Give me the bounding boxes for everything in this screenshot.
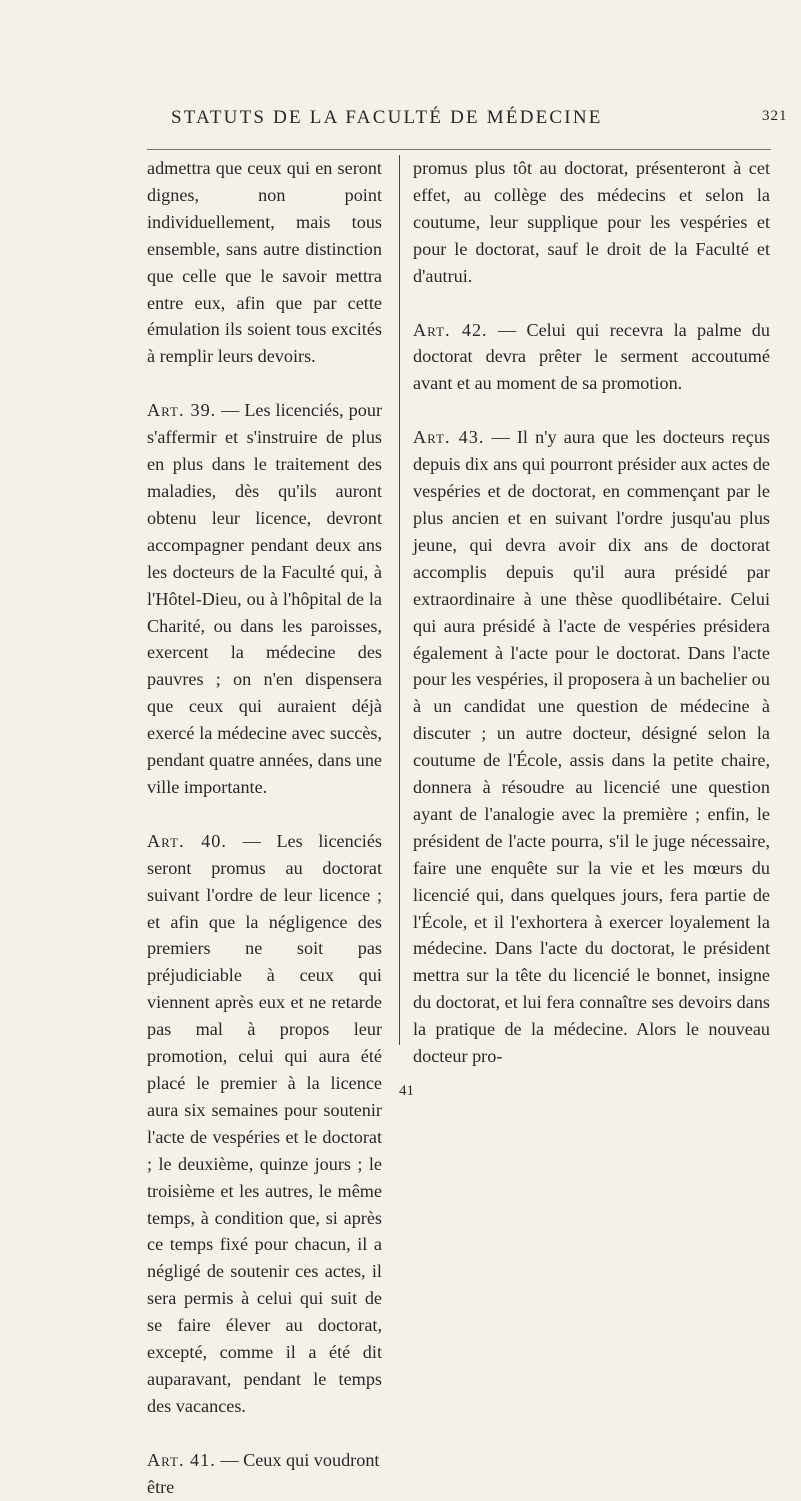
left-column: [147, 155, 382, 1501]
column-divider: [399, 155, 400, 1045]
article-41: [147, 1447, 382, 1501]
article-text: — Celui qui recevra la palme du doctorat devra prêter le serment accoutumé avant et au moment de sa promotion.: [413, 319, 770, 394]
article-label: Art. 43.: [413, 427, 485, 448]
article-label: Art. 39.: [147, 400, 217, 421]
page-number: 321: [762, 108, 788, 124]
article-40: [147, 828, 382, 1420]
article-label: Art. 40.: [147, 830, 227, 851]
article-39: [147, 397, 382, 801]
header-rule: [147, 149, 771, 150]
article-label: Art. 42.: [413, 319, 488, 340]
signature-mark: 41: [399, 1083, 414, 1099]
article-42: [413, 317, 770, 398]
article-label: Art. 41.: [147, 1449, 216, 1470]
header-title: STATUTS DE LA FACULTÉ DE MÉDECINE: [171, 107, 603, 128]
article-43: [413, 424, 770, 1070]
running-header: [0, 107, 801, 137]
article-text: — Les licenciés seront promus au doctorat suivant l'ordre de leur licence ; et afin que la négligence des premiers ne soit pas préjudiciable à ceux qui viennent après eux et ne retarde pas mal à propos leur promotion, celui qui aura été placé le premier à la licence aura six semaines pour soutenir l'acte de vespéries et le doctorat ; le deuxième, quinze jours ; le troisième et les autres, le même temps, à condition que, si après ce temps fixé pour chacun, il a négligé de soutenir ces actes, il sera permis à celui qui suit de se faire élever au doctorat, excepté, comme il a été dit auparavant, pendant le temps des vacances.: [147, 830, 382, 1416]
paragraph-continuation: admettra que ceux qui en seront dignes, non point individuellement, mais tous ensemble, sans autre distinction que celle que le savoir mettra entre eux, afin que par cette émulation ils soient tous excités à remplir leurs devoirs.: [147, 158, 382, 367]
right-column: [413, 155, 770, 1070]
article-text: — Il n'y aura que les docteurs reçus depuis dix ans qui pourront présider aux actes de vespéries et de doctorat, en commençant par le plus ancien et en suivant l'ordre jusqu'au plus jeune, qui devra avoir dix ans de doctorat accomplis depuis qu'il aura présidé par extraordinaire à une thèse quodlibétaire. Celui qui aura présidé à l'acte de vespéries présidera également à l'acte pour le doctorat. Dans l'acte pour les vespéries, il proposera à un bachelier ou à un candidat une question de médecine à discuter ; un autre docteur, désigné selon la coutume de l'École, assis dans la petite chaire, donnera à résoudre au licencié une question ayant de l'analogie avec la première ; enfin, le président de l'acte pourra, s'il le juge nécessaire, faire une enquête sur la vie et les mœurs du licencié qui, dans quelques jours, fera partie de l'École, et il l'exhortera à exercer loyalement la médecine. Dans l'acte du doctorat, le président mettra sur la tête du licencié le bonnet, insigne du doctorat, et lui fera connaître ses devoirs dans la pratique de la médecine. Alors le nouveau docteur pro-: [413, 427, 770, 1067]
article-text: — Ceux qui voudront être: [147, 1449, 380, 1497]
paragraph-continuation: promus plus tôt au doctorat, présenteront à cet effet, au collège des médecins et selon la coutume, leur supplique pour les vespéries et pour le doctorat, sauf le droit de la Faculté et d'autrui.: [413, 158, 770, 286]
article-text: — Les licenciés, pour s'affermir et s'instruire de plus en plus dans le traitement des maladies, dès qu'ils auront obtenu leur licence, devront accompagner pendant deux ans les docteurs de la Faculté qui, à l'Hôtel-Dieu, ou à l'hôpital de la Charité, ou dans les paroisses, exercent la médecine des pauvres ; on n'en dispensera que ceux qui auraient déjà exercé la médecine avec succès, pendant quatre années, dans une ville importante.: [147, 400, 383, 797]
